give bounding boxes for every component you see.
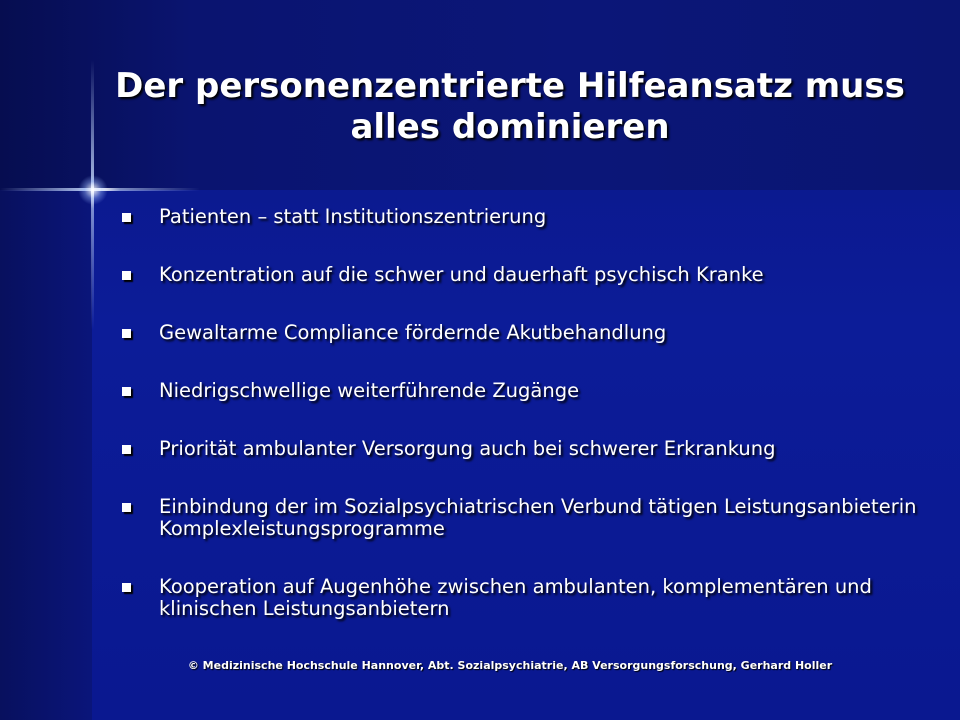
bullet-item [118, 322, 918, 344]
bullet-list [118, 206, 918, 656]
sparkle-glow [78, 175, 108, 205]
slide-title: Der personenzentrierte Hilfeansatz muss alles dominieren [115, 66, 905, 147]
bullet-item [118, 576, 918, 620]
bullet-text: Kooperation auf Augenhöhe zwischen ambulanten, komplementären und klinischen Leistungsanbietern [159, 575, 872, 620]
bullet-item [118, 264, 918, 286]
bullet-text: Konzentration auf die schwer und dauerhaft psychisch Kranke [159, 263, 764, 286]
square-bullet-icon [122, 213, 131, 222]
square-bullet-icon [122, 503, 131, 512]
bullet-text: Gewaltarme Compliance fördernde Akutbehandlung [159, 321, 667, 344]
bullet-item [118, 206, 918, 228]
bullet-item [118, 496, 918, 540]
square-bullet-icon [122, 583, 131, 592]
bullet-text: Niedrigschwellige weiterführende Zugänge [159, 379, 580, 402]
left-band [0, 190, 92, 720]
footer-copyright: © Medizinische Hochschule Hannover, Abt. Sozialpsychiatrie, AB Versorgungsforschung, Gerhard Holler [187, 659, 833, 672]
bullet-text: Einbindung der im Sozialpsychiatrischen Verbund tätigen Leistungsanbieterin Komplexleistungsprogramme [159, 495, 917, 540]
square-bullet-icon [122, 329, 131, 338]
square-bullet-icon [122, 387, 131, 396]
bullet-item [118, 438, 918, 460]
bullet-text: Priorität ambulanter Versorgung auch bei schwerer Erkrankung [159, 437, 776, 460]
bullet-text: Patienten – statt Institutionszentrierung [159, 205, 547, 228]
square-bullet-icon [122, 445, 131, 454]
square-bullet-icon [122, 271, 131, 280]
bullet-item [118, 380, 918, 402]
